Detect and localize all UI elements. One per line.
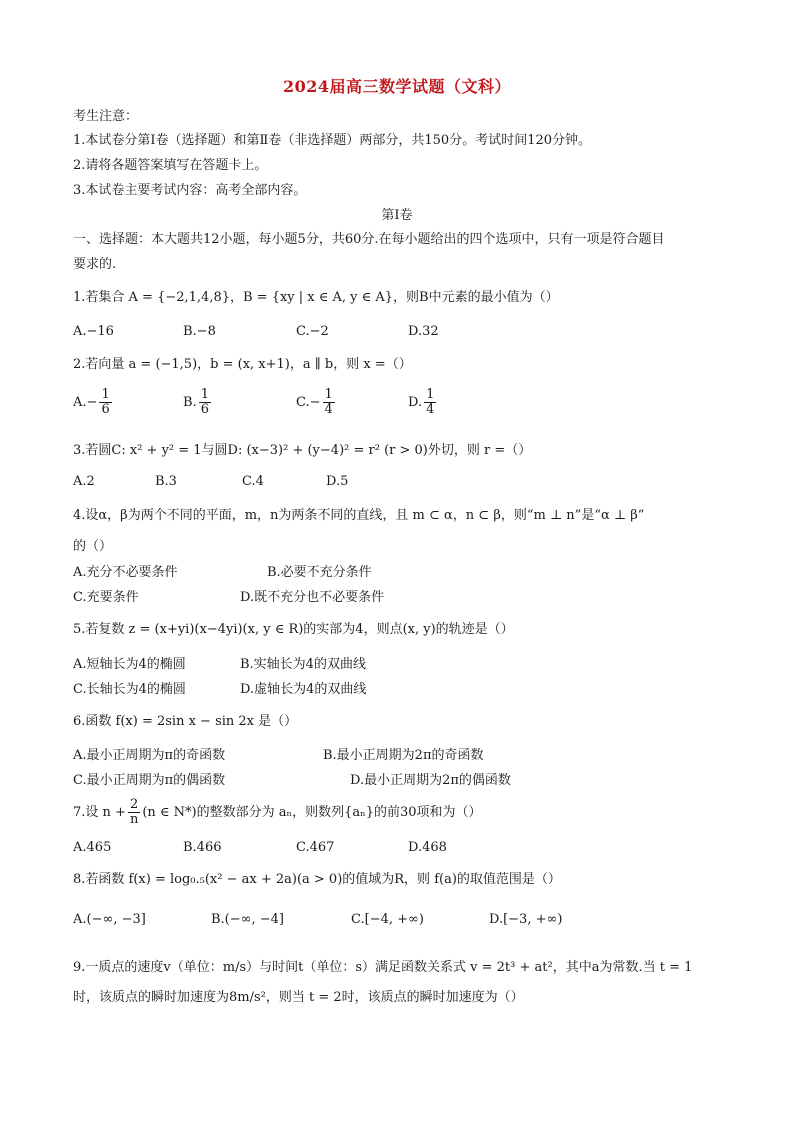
denominator: 4 [426,402,435,417]
numerator: 1 [101,387,110,402]
numerator: 1 [200,387,209,402]
fraction [424,388,436,417]
question-1-option-b: B.−8 [183,324,216,339]
notice-heading: 考生注意： [73,109,139,124]
question-9-stem-line-1: 9.一质点的速度v（单位：m/s）与时间t（单位：s）满足函数关系式 v = 2t³ + at²，其中a为常数.当 t = 1 [73,960,693,975]
option-prefix: D. [408,395,423,410]
question-5-option-a: A.短轴长为4的椭圆 [73,657,186,672]
question-7-option-b: B.466 [183,840,222,855]
denominator: n [129,812,139,827]
question-5-option-c: C.长轴长为4的椭圆 [73,682,186,697]
question-4-option-d: D.既不充分也不必要条件 [240,590,385,605]
part-instruction-line-2: 要求的. [73,257,117,272]
exam-title: 2024届高三数学试题（文科） [282,77,512,96]
option-prefix: B. [183,395,197,410]
question-2-option-d [408,388,438,417]
part-instruction-line-1: 一、选择题：本大题共12小题，每小题5分，共60分.在每小题给出的四个选项中，只有一项是符合题目 [73,232,665,247]
question-3-stem: 3.若圆C: x² + y² = 1与圆D: (x−3)² + (y−4)² = r² (r > 0)外切，则 r =（） [73,443,532,458]
question-5-stem: 5.若复数 z = (x+yi)(x−4yi)(x, y ∈ R)的实部为4，则点(x, y)的轨迹是（） [73,622,514,637]
question-8-option-c: C.[−4, +∞) [351,912,424,927]
question-3-option-d: D.5 [326,474,349,489]
numerator: 2 [128,798,140,813]
denominator: 6 [200,402,209,417]
question-4-stem-line-2: 的（） [73,539,113,554]
question-7-option-c: C.467 [296,840,335,855]
question-9-stem-line-2: 时，该质点的瞬时加速度为8m/s²，则当 t = 2时，该质点的瞬时加速度为（） [73,990,524,1005]
question-2-option-c [296,388,337,417]
question-6-stem: 6.函数 f(x) = 2sin x − sin 2x 是（） [73,714,298,729]
numerator: 1 [324,387,333,402]
notice-item-3: 3.本试卷主要考试内容：高考全部内容。 [73,183,307,198]
question-1-stem: 1.若集合 A = {−2,1,4,8}，B = {xy | x ∈ A, y ∈ A}，则B中元素的最小值为（） [73,290,559,305]
option-prefix: A. [73,395,87,410]
question-7-option-a: A.465 [73,840,112,855]
question-8-option-a: A.(−∞, −3] [73,912,146,927]
denominator: 4 [324,402,333,417]
question-8-option-b: B.(−∞, −4] [211,912,284,927]
option-prefix: C. [296,395,310,410]
question-8-stem: 8.若函数 f(x) = log₀.₅(x² − ax + 2a)(a > 0)的值域为R，则 f(a)的取值范围是（） [73,872,561,887]
option-sign: − [86,395,98,410]
fraction [128,798,140,827]
question-4-option-b: B.必要不充分条件 [267,565,372,580]
question-2-option-a [73,388,114,417]
fraction [99,388,111,417]
denominator: 6 [101,402,110,417]
option-sign: − [309,395,321,410]
question-3-option-c: C.4 [242,474,264,489]
question-7-stem [73,798,734,827]
question-5-option-b: B.实轴长为4的双曲线 [240,657,366,672]
question-2-option-b [183,388,213,417]
question-8-option-d: D.[−3, +∞) [489,912,563,927]
section-title: 第Ⅰ卷 [381,208,413,223]
numerator: 1 [426,387,435,402]
question-2-stem: 2.若向量 a = (−1,5)，b = (x, x+1)，a ∥ b，则 x =（） [73,357,412,372]
stem-text: 7.设 n + [73,805,126,820]
question-6-option-b: B.最小正周期为2π的奇函数 [323,748,484,763]
question-1-option-d: D.32 [408,324,439,339]
question-4-stem-line-1: 4.设α，β为两个不同的平面，m，n为两条不同的直线，且 m ⊂ α，n ⊂ β，则“m ⊥ n”是“α ⊥ β” [73,508,645,523]
question-1-option-a: A.−16 [73,324,114,339]
question-3-option-b: B.3 [155,474,177,489]
question-5-option-d: D.虚轴长为4的双曲线 [240,682,367,697]
fraction [323,388,335,417]
question-4-option-a: A.充分不必要条件 [73,565,178,580]
question-6-option-c: C.最小正周期为π的偶函数 [73,773,226,788]
fraction [199,388,211,417]
question-6-option-d: D.最小正周期为2π的偶函数 [350,773,511,788]
question-7-option-d: D.468 [408,840,447,855]
stem-text: (n ∈ N*)的整数部分为 aₙ，则数列{aₙ}的前30项和为（） [142,805,482,820]
question-6-option-a: A.最小正周期为π的奇函数 [73,748,226,763]
notice-item-1: 1.本试卷分第Ⅰ卷（选择题）和第Ⅱ卷（非选择题）两部分，共150分。考试时间120分钟。 [73,133,592,148]
question-4-option-c: C.充要条件 [73,590,139,605]
notice-item-2: 2.请将各题答案填写在答题卡上。 [73,158,268,173]
question-1-option-c: C.−2 [296,324,329,339]
question-3-option-a: A.2 [73,474,95,489]
